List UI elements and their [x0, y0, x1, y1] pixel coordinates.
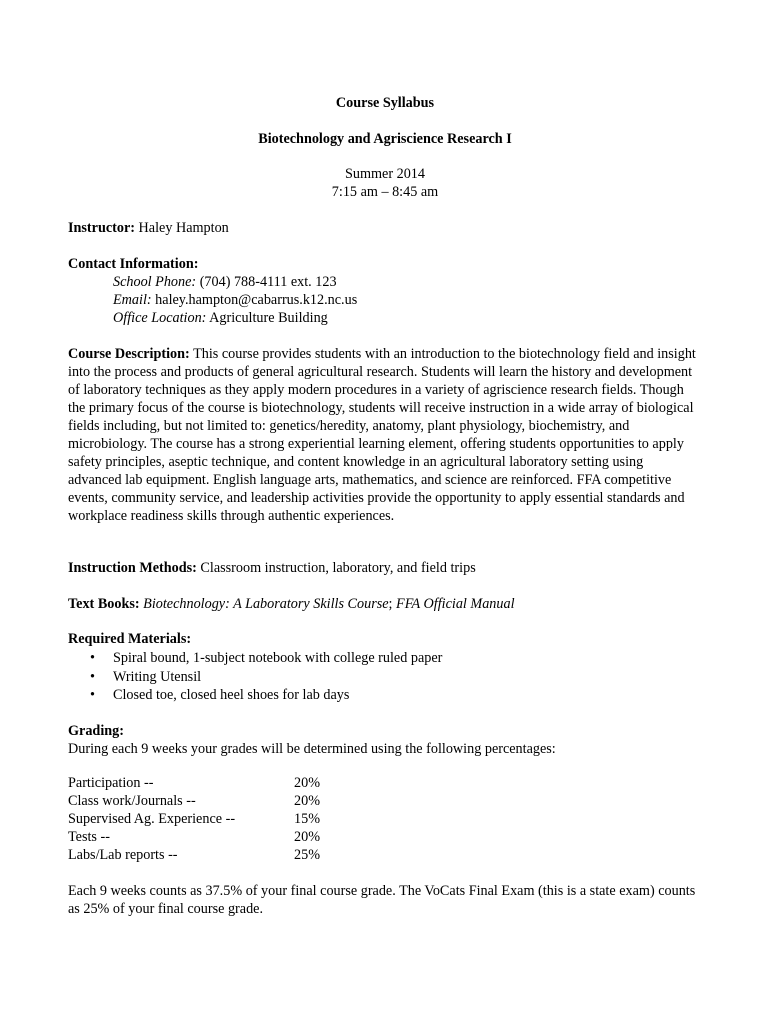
phone-value: (704) 788-4111 ext. 123: [199, 274, 337, 290]
grade-category: Supervised Ag. Experience --: [68, 811, 236, 827]
course-term: Summer 2014: [345, 166, 425, 182]
instructor-label: Instructor:: [68, 220, 135, 236]
office-label: Office Location:: [113, 310, 207, 326]
list-item: • Writing Utensil: [90, 668, 442, 687]
grading-intro: During each 9 weeks your grades will be determined using the following percentages:: [68, 741, 556, 757]
table-row: [68, 810, 320, 828]
list-item: • Spiral bound, 1-subject notebook with college ruled paper: [90, 649, 442, 668]
textbook-2: FFA Official Manual: [396, 596, 515, 612]
contact-email: [113, 291, 753, 309]
grade-percent: 25%: [294, 847, 321, 863]
instructor-line: [68, 219, 708, 237]
description-text: This course provides students with an introduction to the biotechnology field and insight into the process and products of general agricultural research. Students will learn the history and development of laboratory techniques as they apply modern procedures in a variety of agriscience research fields. Though the primary focus of the course is biotechnology, students will receive instruction in a wide array of biological fields including, but not limited to: genetics/heredity, anatomy, plant physiology, biochemistry, and microbiology. The course has a strong experiential learning element, offering students opportunities to apply safety principles, aseptic technique, and content knowledge in an agricultural laboratory setting using advanced lab equipment. English language arts, mathematics, and science are reinforced. FFA competitive events, community service, and leadership activities provide the opportunity to apply essential standards and workplace readiness skills through authentic experiences.: [68, 346, 696, 524]
table-row: [68, 774, 320, 792]
table-row: [68, 846, 320, 864]
course-time: 7:15 am – 8:45 am: [331, 184, 439, 200]
methods-text: Classroom instruction, laboratory, and field trips: [200, 560, 476, 576]
grade-category: Labs/Lab reports --: [68, 847, 178, 863]
materials-label: Required Materials:: [68, 631, 192, 647]
grade-percent: 20%: [294, 793, 321, 809]
grading-table: [68, 774, 320, 864]
office-value: Agriculture Building: [209, 310, 328, 326]
course-description: [68, 345, 698, 525]
email-value: haley.hampton@cabarrus.k12.nc.us: [155, 292, 358, 308]
contact-office: [113, 309, 753, 327]
textbook-separator: ;: [388, 596, 393, 612]
grade-category: Participation --: [68, 775, 154, 791]
materials-list: [90, 649, 442, 705]
list-item: • Closed toe, closed heel shoes for lab days: [90, 686, 442, 705]
text-books: [68, 595, 708, 613]
textbooks-label: Text Books:: [68, 596, 140, 612]
grading-label: Grading:: [68, 723, 124, 739]
phone-label: School Phone:: [113, 274, 197, 290]
grade-percent: 20%: [294, 829, 321, 845]
table-row: [68, 828, 320, 846]
description-label: Course Description:: [68, 346, 190, 362]
instruction-methods: [68, 559, 708, 577]
grade-percent: 15%: [294, 811, 321, 827]
email-label: Email:: [113, 292, 152, 308]
contact-phone: [113, 273, 753, 291]
course-name: Biotechnology and Agriscience Research I: [258, 131, 512, 147]
grade-category: Class work/Journals --: [68, 793, 196, 809]
grading-footer: Each 9 weeks counts as 37.5% of your final course grade. The VoCats Final Exam (this is a state exam) counts as 25% of your final course grade.: [68, 883, 696, 917]
instructor-name: Haley Hampton: [138, 220, 229, 236]
grade-category: Tests --: [68, 829, 110, 845]
document-title: Course Syllabus: [335, 95, 435, 111]
contact-label: Contact Information:: [68, 256, 199, 272]
table-row: [68, 792, 320, 810]
methods-label: Instruction Methods:: [68, 560, 197, 576]
textbook-1: Biotechnology: A Laboratory Skills Course: [143, 596, 389, 612]
grade-percent: 20%: [294, 775, 321, 791]
